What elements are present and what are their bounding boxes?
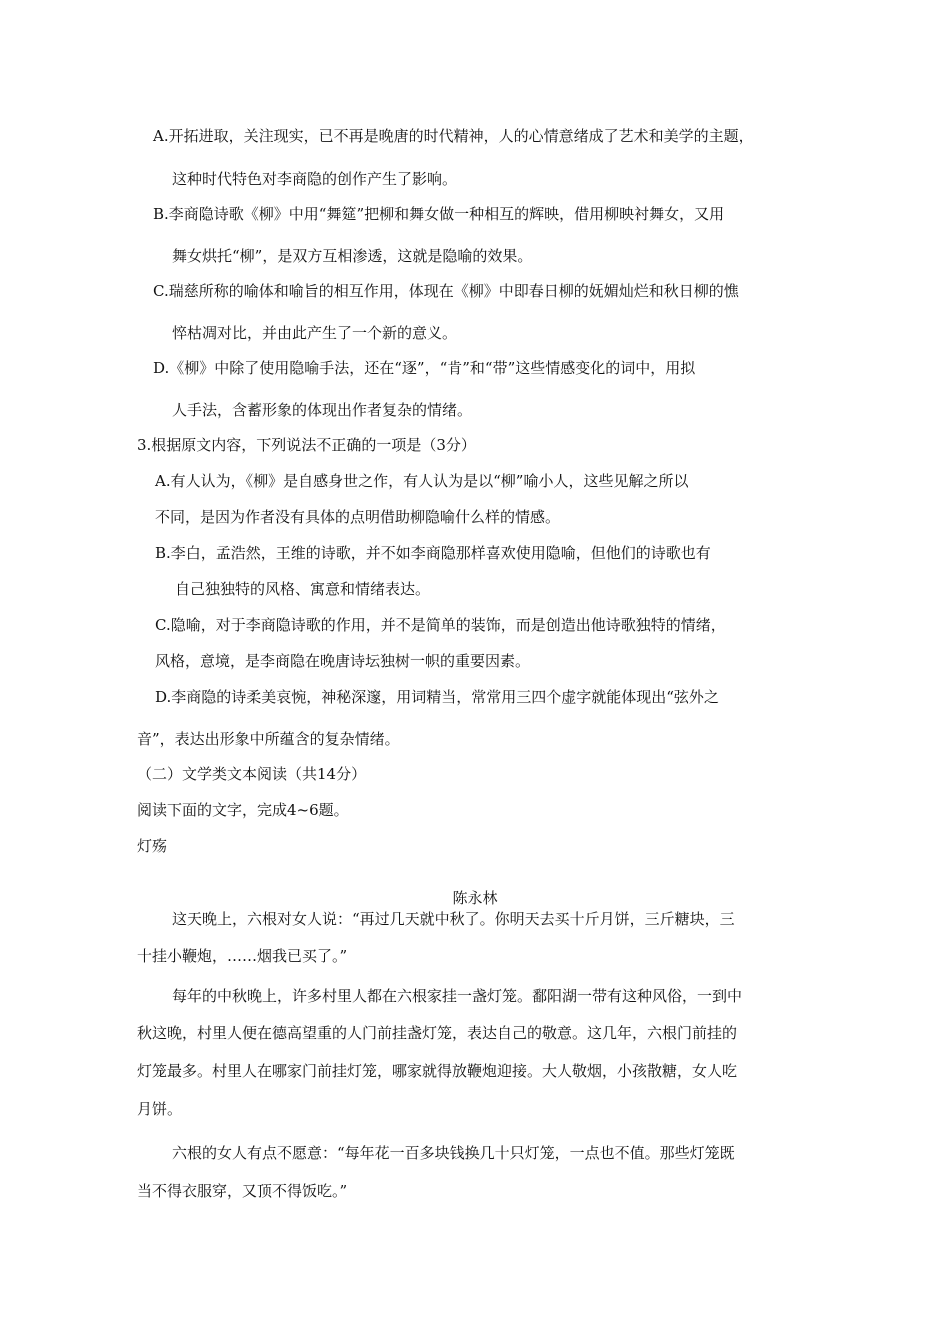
q3-option-d-line1: D.李商隐的诗柔美哀惋，神秘深邃，用词精当，常常用三四个虚字就能体现出“弦外之 [155,688,719,706]
q3-option-b-line2: 自己独独特的风格、寓意和情绪表达。 [175,580,431,598]
q2-option-a-line2: 这种时代特色对李商隐的创作产生了影响。 [172,170,458,188]
para2-line3: 灯笼最多。村里人在哪家门前挂灯笼，哪家就得放鞭炮迎接。大人敬烟，小孩散糖，女人吃 [137,1062,738,1080]
q2-option-c-line1: C.瑞慈所称的喻体和喻旨的相互作用，体现在《柳》中即春日柳的妩媚灿烂和秋日柳的憔 [153,282,739,300]
section-heading: （二）文学类文本阅读（共14分） [137,765,367,783]
q3-option-a-line1: A.有人认为，《柳》是自感身世之作，有人认为是以“柳”喻小人，这些见解之所以 [155,472,689,490]
q3-option-c-line2: 风格，意境，是李商隐在晚唐诗坛独树一帜的重要因素。 [155,652,531,670]
q2-option-b-line2: 舞女烘托“柳”，是双方互相渗透，这就是隐喻的效果。 [172,247,533,265]
q2-option-d-line1: D.《柳》中除了使用隐喻手法，还在“逐”，“肯”和“带”这些情感变化的词中，用拟 [153,359,696,377]
para2-line2: 秋这晚，村里人便在德高望重的人门前挂盏灯笼，表达自己的敬意。这几年，六根门前挂的 [137,1024,738,1042]
q2-option-c-line2: 悴枯凋对比，并由此产生了一个新的意义。 [172,324,458,342]
para3-line2: 当不得衣服穿，又顶不得饭吃。” [137,1182,348,1200]
para1-line2: 十挂小鞭炮，……烟我已买了。” [137,947,348,965]
q3-option-b-line1: B.李白，孟浩然，王维的诗歌，并不如李商隐那样喜欢使用隐喻，但他们的诗歌也有 [155,544,711,562]
q3-stem: 3.根据原文内容，下列说法不正确的一项是（3分） [137,436,476,454]
q2-option-b-line1: B.李商隐诗歌《柳》中用“舞筵”把柳和舞女做一种相互的辉映，借用柳映衬舞女，又用 [153,205,725,223]
section-instruction: 阅读下面的文字，完成4~6题。 [137,801,349,819]
q3-option-c-line1: C.隐喻，对于李商隐诗歌的作用，并不是简单的装饰，而是创造出他诗歌独特的情绪， [155,616,726,634]
para3-line1: 六根的女人有点不愿意：“每年花一百多块钱换几十只灯笼，一点也不值。那些灯笼既 [172,1144,735,1162]
story-author: 陈永林 [452,889,498,907]
q3-option-a-line2: 不同，是因为作者没有具体的点明借助柳隐喻什么样的情感。 [155,508,561,526]
q2-option-a-line1: A.开拓进取，关注现实，已不再是晚唐的时代精神，人的心情意绪成了艺术和美学的主题， [153,127,754,145]
para2-line1: 每年的中秋晚上，许多村里人都在六根家挂一盏灯笼。鄱阳湖一带有这种风俗，一到中 [172,987,743,1005]
q2-option-d-line2: 人手法，含蓄形象的体现出作者复杂的情绪。 [172,401,473,419]
para2-line4: 月饼。 [137,1100,183,1118]
story-title: 灯殇 [137,837,168,855]
q3-option-d-line2: 音”，表达出形象中所蕴含的复杂情绪。 [137,730,400,748]
para1-line1: 这天晚上，六根对女人说：“再过几天就中秋了。你明天去买十斤月饼，三斤糖块，三 [172,910,735,928]
